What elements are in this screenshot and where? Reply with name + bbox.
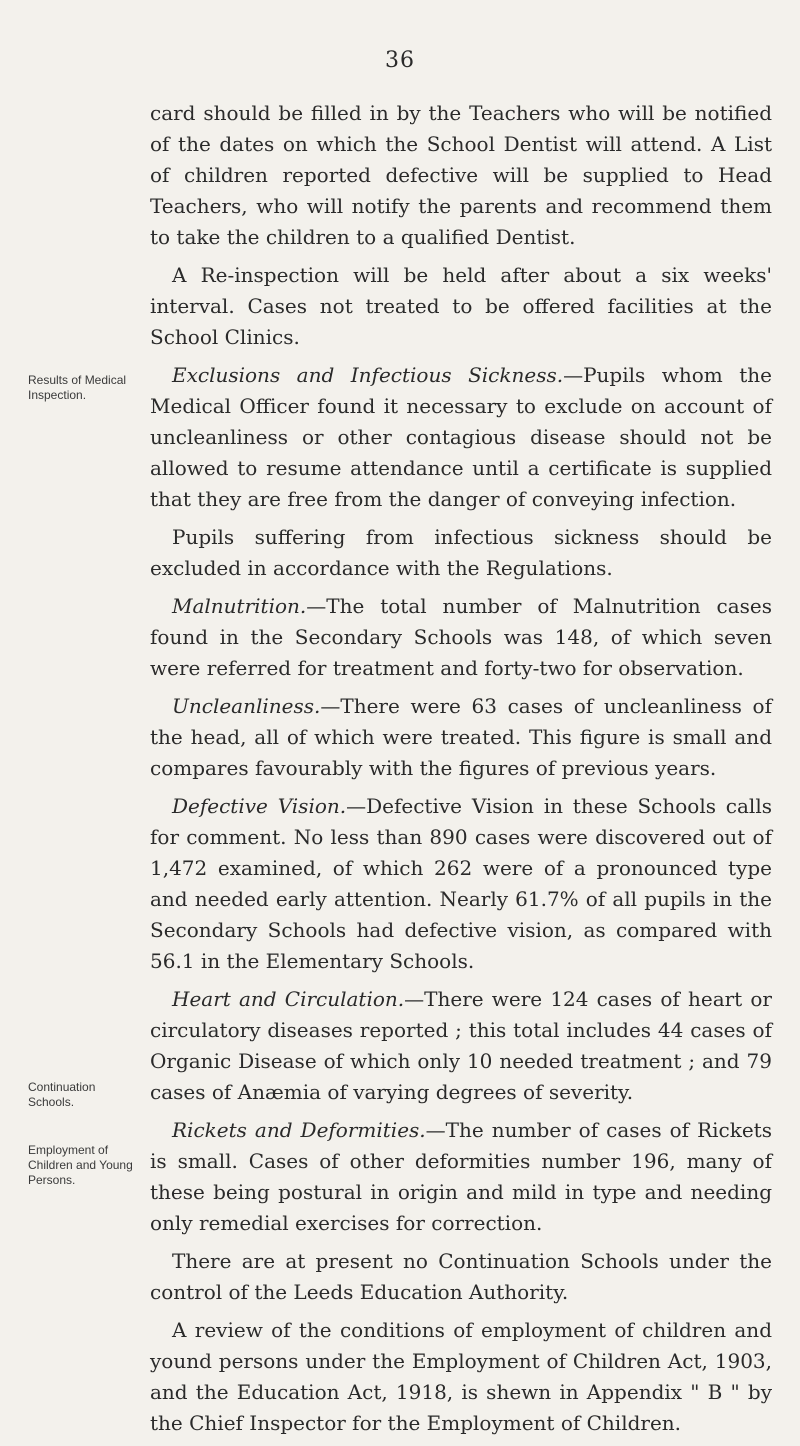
margin-note-continuation: Continuation Schools. [28,1080,96,1109]
margin-note-employment: Employment of Children and Young Persons. [28,1143,133,1187]
paragraph [150,791,772,977]
paragraph-text: —Pupils whom the Medical Officer found it necessary to exclude on account of uncleanliness or other contagious disease should not be allowed to resume attendance until a certificate is supplied that they are free from the danger of conveying infection. [150,363,772,511]
paragraph-heading: Rickets and Deformities. [172,1118,426,1142]
paragraph [150,1115,772,1239]
paragraph-text: card should be filled in by the Teachers who will be notified of the dates on which the School Dentist will attend. A List of children reported defective will be supplied to Head Teachers, who will notify the parents and recommend them to take the children to a qualified Dentist. [150,101,772,249]
paragraph-text: —The number of cases of Rickets is small. Cases of other deformities number 196, many of these being postural in origin and mild in type and needing only remedial exercises for correction. [150,1118,772,1235]
body-text [150,98,772,1446]
paragraph [150,1246,772,1308]
paragraph-text: Pupils suffering from infectious sickness should be excluded in accordance with the Regulations. [150,525,772,580]
paragraph [150,360,772,515]
paragraph-text: —Defective Vision in these Schools calls for comment. No less than 890 cases were discovered out of 1,472 examined, of which 262 were of a pronounced type and needed early attention. Nearly 61.7% of all pupils in the Secondary Schools had defective vision, as compared with 56.1 in the Elementary Schools. [150,794,772,973]
paragraph [150,260,772,353]
margin-note-results: Results of Medical Inspection. [28,373,127,402]
paragraph [150,98,772,253]
page-number: 36 [385,48,415,73]
paragraph [150,522,772,584]
paragraph [150,984,772,1108]
paragraph-text: A review of the conditions of employment of children and yound persons under the Employment of Children Act, 1903, and the Education Act, 1918, is shewn in Appendix " B " by the Chief Inspector for the Employment of Children. [150,1318,772,1435]
paragraph-text: There are at present no Continuation Schools under the control of the Leeds Education Authority. [150,1249,772,1304]
paragraph-heading: Heart and Circulation. [172,987,405,1011]
paragraph-heading: Uncleanliness. [172,694,321,718]
paragraph-text: —There were 63 cases of uncleanliness of the head, all of which were treated. This figure is small and compares favourably with the figures of previous years. [150,694,772,780]
paragraph-text: —The total number of Malnutrition cases found in the Secondary Schools was 148, of which seven were referred for treatment and forty-two for observation. [150,594,772,680]
paragraph-heading: Defective Vision. [172,794,347,818]
paragraph-text: —There were 124 cases of heart or circulatory diseases reported ; this total includes 44 cases of Organic Disease of which only 10 needed treatment ; and 79 cases of Anæmia of varying degrees of severity. [150,987,772,1104]
paragraph-heading: Malnutrition. [172,594,307,618]
paragraph-text: A Re-inspection will be held after about a six weeks' interval. Cases not treated to be offered facilities at the School Clinics. [150,263,772,349]
paragraph [150,591,772,684]
paragraph-heading: Exclusions and Infectious Sickness. [172,363,564,387]
paragraph [150,691,772,784]
paragraph [150,1315,772,1439]
